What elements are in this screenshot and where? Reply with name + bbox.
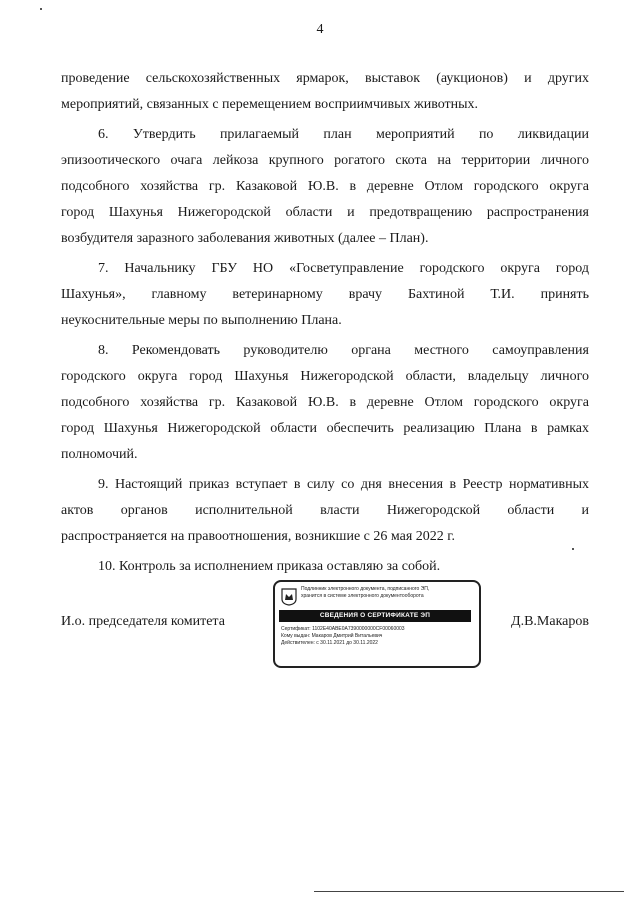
paragraph-p8 — [61, 338, 589, 468]
signatory-name: Д.В.Макаров — [511, 614, 589, 629]
text-line: 10. Контроль за исполнением приказа оставляю за собой. — [98, 559, 441, 574]
text-line: неукоснительные меры по выполнению Плана. — [61, 313, 342, 328]
stamp-validity: Действителен: с 30.11.2021 до 30.11.2022 — [281, 640, 378, 646]
text-line: 6. Утвердить прилагаемый план мероприятий по ликвидации — [98, 127, 589, 142]
paragraph-p10 — [61, 554, 589, 580]
stamp-certificate-details — [281, 626, 473, 647]
text-line: проведение сельскохозяйственных ярмарок, выставок (аукционов) и других — [61, 71, 589, 86]
stamp-certificate: Сертификат: 1102E40ABE0A7390000000CF00060003 — [281, 626, 405, 632]
scan-edge-line — [314, 891, 624, 892]
paragraph-p5-cont — [61, 66, 589, 118]
page-number: 4 — [316, 22, 324, 37]
signatory-position: И.о. председателя комитета — [61, 614, 225, 629]
paragraph-p9 — [61, 472, 589, 550]
text-line: возбудителя заразного заболевания животных (далее – План). — [61, 231, 429, 246]
stamp-owner: Кому выдан: Макаров Дмитрий Витальевич — [281, 633, 383, 639]
text-line: эпизоотического очага лейкоза крупного рогатого скота на территории личного — [61, 153, 589, 168]
text-line: Шахунья», главному ветеринарному врачу Бахтиной Т.И. принять — [61, 287, 589, 302]
text-line: город Шахунья Нижегородской области обеспечить реализацию Плана в рамках — [61, 421, 589, 436]
paragraph-p6 — [61, 122, 589, 252]
stamp-note: Подлинник электронного документа, подписанного ЭП, хранится в системе электронного документооборота — [301, 586, 430, 599]
electronic-signature-stamp — [273, 580, 481, 668]
text-line: 9. Настоящий приказ вступает в силу со дня внесения в Реестр нормативных — [98, 477, 589, 492]
text-line: город Шахунья Нижегородской области и предотвращению распространения — [61, 205, 589, 220]
text-line: 8. Рекомендовать руководителю органа местного самоуправления — [98, 343, 589, 358]
scan-speck — [572, 548, 574, 550]
text-line: распространяется на правоотношения, возникшие с 26 мая 2022 г. — [61, 529, 455, 544]
document-body — [61, 66, 589, 584]
text-line: городского округа город Шахунья Нижегородской области, владельцу личного — [61, 369, 589, 384]
scan-speck — [40, 8, 42, 10]
region-emblem-icon — [281, 588, 297, 606]
paragraph-p7 — [61, 256, 589, 334]
stamp-banner: СВЕДЕНИЯ О СЕРТИФИКАТЕ ЭП — [279, 610, 471, 622]
signature-block — [61, 586, 589, 660]
text-line: актов органов исполнительной власти Нижегородской области и — [61, 503, 589, 518]
text-line: полномочий. — [61, 447, 138, 462]
text-line: подсобного хозяйства гр. Казаковой Ю.В. в деревне Отлом городского округа — [61, 179, 589, 194]
text-line: подсобного хозяйства гр. Казаковой Ю.В. в деревне Отлом городского округа — [61, 395, 589, 410]
text-line: 7. Начальнику ГБУ НО «Госветуправление городского округа город — [98, 261, 589, 276]
text-line: мероприятий, связанных с перемещением восприимчивых животных. — [61, 97, 479, 112]
